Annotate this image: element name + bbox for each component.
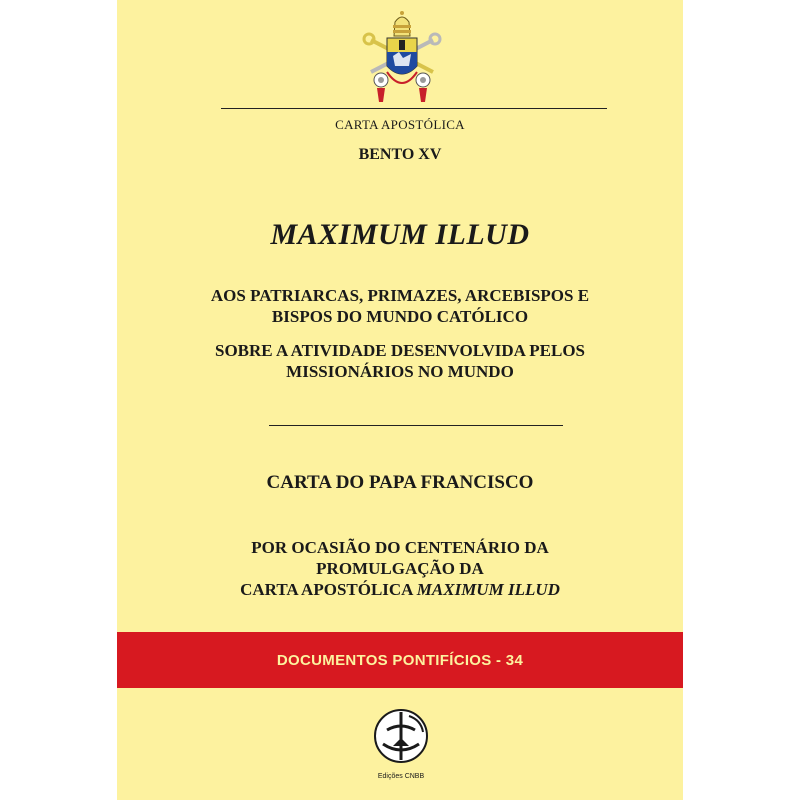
document-title: MAXIMUM ILLUD <box>270 218 530 251</box>
subject-line-2: MISSIONÁRIOS NO MUNDO <box>286 362 514 381</box>
collection-band <box>117 632 683 688</box>
publisher-name: Edições CNBB <box>377 773 425 780</box>
collection-label: DOCUMENTOS PONTIFÍCIOS - 34 <box>276 651 524 669</box>
recipients-line-2: BISPOS DO MUNDO CATÓLICO <box>271 307 529 326</box>
author-name: BENTO XV <box>358 146 442 163</box>
occasion-line-1: POR OCASIÃO DO CENTENÁRIO DA <box>251 538 549 557</box>
occasion-line-3-italic: MAXIMUM ILLUD <box>416 580 560 599</box>
middle-divider <box>269 425 563 426</box>
occasion-line-3 <box>117 579 683 600</box>
occasion-line-2: PROMULGAÇÃO DA <box>316 559 484 578</box>
recipients-line-1: AOS PATRIARCAS, PRIMAZES, ARCEBISPOS E <box>210 286 590 305</box>
subject-line-1: SOBRE A ATIVIDADE DESENVOLVIDA PELOS <box>215 341 585 360</box>
letter-heading: CARTA DO PAPA FRANCISCO <box>266 472 534 493</box>
top-divider <box>221 108 607 109</box>
occasion-line-3-prefix: CARTA APOSTÓLICA <box>240 580 417 599</box>
publisher-logo-icon <box>369 700 433 790</box>
series-label: CARTA APOSTÓLICA <box>335 117 465 132</box>
book-cover <box>117 0 683 800</box>
papal-coat-of-arms-icon <box>357 8 447 108</box>
